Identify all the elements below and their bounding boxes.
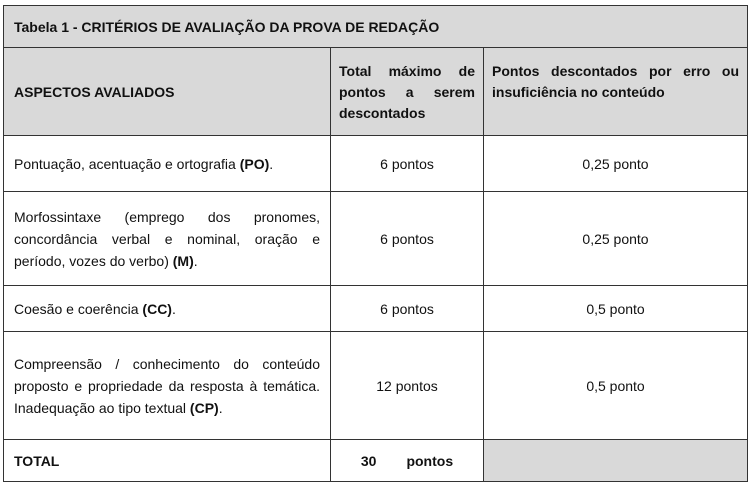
total-label: TOTAL	[4, 440, 331, 482]
max-points-cell: 6 pontos	[331, 192, 484, 286]
aspect-suffix: .	[269, 155, 274, 172]
header-per-error: Pontos descontados por erro ou insuficiência no conteúdo	[484, 48, 748, 136]
header-max-points: Total máximo de pontos a serem descontados	[331, 48, 484, 136]
aspect-cell	[4, 136, 331, 192]
aspect-suffix: .	[218, 399, 223, 416]
aspect-code: (PO)	[239, 155, 270, 172]
table-row	[4, 332, 748, 440]
aspect-text: Morfossintaxe (emprego dos pronomes, concordância verbal e nominal, oração e período, vozes do verbo)	[14, 208, 320, 269]
aspect-text: Pontuação, acentuação e ortografia	[14, 155, 236, 172]
total-value: 30	[360, 452, 377, 469]
max-points-cell: 6 pontos	[331, 136, 484, 192]
aspect-cell	[4, 332, 331, 440]
total-value-cell	[331, 440, 484, 482]
per-error-cell: 0,25 ponto	[484, 136, 748, 192]
header-aspects: ASPECTOS AVALIADOS	[4, 48, 331, 136]
total-unit: pontos	[406, 452, 454, 469]
aspect-code: (M)	[172, 252, 194, 269]
table-row	[4, 286, 748, 332]
max-points-cell: 6 pontos	[331, 286, 484, 332]
aspect-text: Coesão e coerência	[14, 300, 139, 317]
table-row	[4, 192, 748, 286]
aspect-suffix: .	[193, 252, 198, 269]
total-row	[4, 440, 748, 482]
evaluation-criteria-table	[3, 5, 748, 482]
per-error-cell: 0,5 ponto	[484, 332, 748, 440]
table-row	[4, 136, 748, 192]
aspect-cell	[4, 286, 331, 332]
max-points-cell: 12 pontos	[331, 332, 484, 440]
aspect-code: (CP)	[189, 399, 219, 416]
total-empty-cell	[484, 440, 748, 482]
aspect-text: Compreensão / conhecimento do conteúdo proposto e propriedade da resposta à temática. Inadequação ao tipo textual	[14, 355, 320, 416]
evaluation-table-container	[3, 5, 747, 482]
per-error-cell: 0,5 ponto	[484, 286, 748, 332]
aspect-suffix: .	[171, 300, 176, 317]
table-caption-row	[4, 6, 748, 48]
table-header-row	[4, 48, 748, 136]
aspect-code: (CC)	[142, 300, 172, 317]
per-error-cell: 0,25 ponto	[484, 192, 748, 286]
aspect-cell	[4, 192, 331, 286]
table-caption: Tabela 1 - CRITÉRIOS DE AVALIAÇÃO DA PROVA DE REDAÇÃO	[4, 6, 748, 48]
